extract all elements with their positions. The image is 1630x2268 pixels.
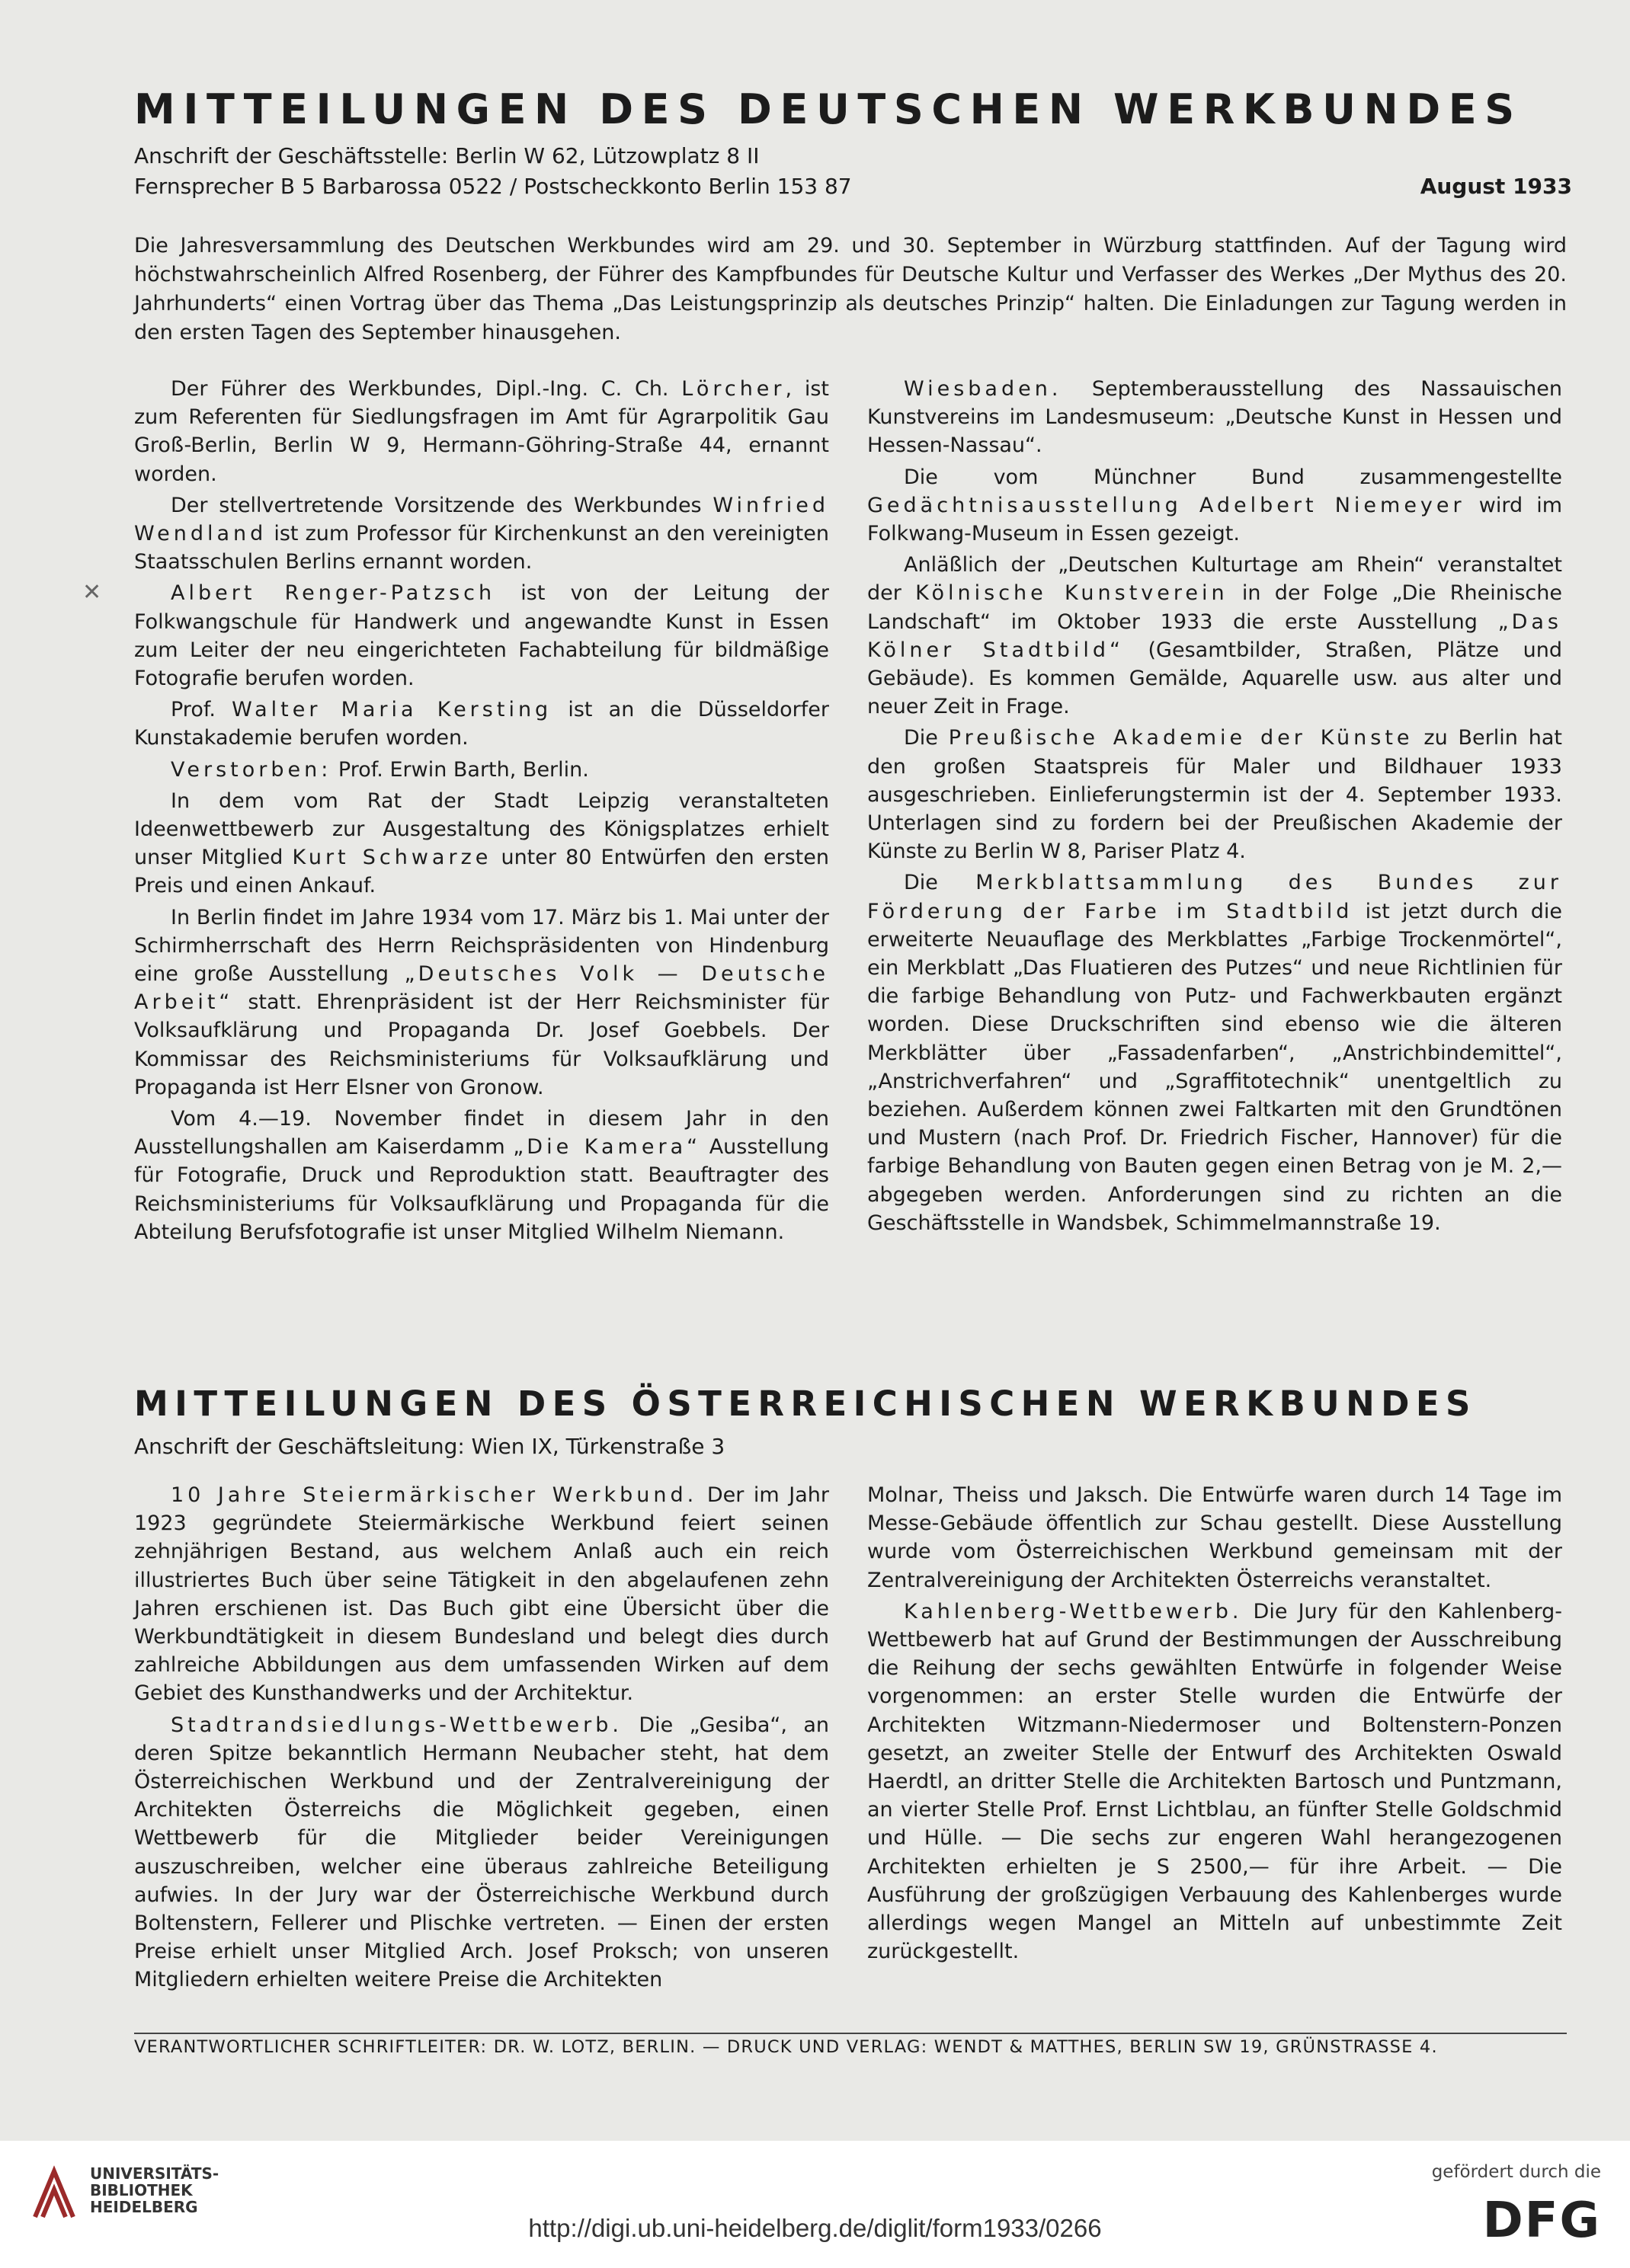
text-run: , ist zum Referenten für Siedlungsfragen im Amt für Agrarpolitik Gau Groß-Berlin, Berlin W 9, Hermann-Göhring-Straße 44, ernannt worden. bbox=[134, 377, 829, 486]
page-title: MITTEILUNGEN DES DEUTSCHEN WERKBUNDES bbox=[134, 85, 1523, 133]
text-run: Septemberausstellung des Nassauischen Kunstvereins im Landesmuseum: „Deutsche Kunst in Hessen und Hessen-Nassau“. bbox=[867, 377, 1562, 458]
text-run: Die bbox=[904, 871, 976, 895]
text-run: in der Folge „Die Rheinische Landschaft“ im Oktober 1933 die erste Ausstellung bbox=[867, 581, 1562, 634]
paragraph bbox=[867, 551, 1562, 721]
text-run: Ausstellung für Fotografie, Druck und Reproduktion statt. Beauftragter des Reichsministeriums für Volksaufklärung und Propaganda für die Abteilung Berufsfotografie ist unser Mitglied Wilhelm Niemann. bbox=[134, 1135, 829, 1244]
text-run: In Berlin findet im Jahre 1934 vom 17. März bis 1. Mai unter der Schirmherrschaft des Herrn Reichspräsidenten von Hindenburg eine große Ausstellung bbox=[134, 905, 829, 987]
text-run: Anläßlich der „Deutschen Kulturtage am Rhein“ veranstaltet der bbox=[867, 553, 1562, 606]
address-line: Anschrift der Geschäftsstelle: Berlin W 62, Lützowplatz 8 II bbox=[134, 143, 760, 168]
spaced-emphasis: Stadtrandsiedlungs-Wettbewerb. bbox=[171, 1713, 623, 1737]
paragraph bbox=[134, 787, 829, 900]
spaced-emphasis: Wiesbaden. bbox=[904, 377, 1062, 401]
text-run: In dem vom Rat der Stadt Leipzig veranstalteten Ideenwettbewerb zur Ausgestaltung des Königsplatzes erhielt unser Mitglied bbox=[134, 789, 829, 870]
imprint: VERANTWORTLICHER SCHRIFTLEITER: DR. W. LOTZ, BERLIN. — DRUCK UND VERLAG: WENDT & MATTHES, BERLIN SW 19, GRÜNSTRASSE 4. bbox=[134, 2037, 1438, 2057]
spaced-emphasis: „Deutsches Volk — Deutsche Arbeit“ bbox=[134, 962, 829, 1015]
text-run: Die Jury für den Kahlenberg-Wettbewerb hat auf Grund der Bestimmungen der Ausschreibung die Reihung der sechs gewählten Entwürfe in folgender Weise vorgenommen: an erster Stelle wurden die Entwürfe der Architekten Witzmann-Niedermoser und Boltenstern-Ponzen gesetzt, an zweiter Stelle der Entwurf des Architekten Oswald Haerdtl, an dritter Stelle die Architekten Bartosch und Puntzmann, an vierter Stelle Prof. Ernst Lichtblau, an fünfter Stelle Goldschmid und Hülle. — Die sechs zur engeren Wahl herangezogenen Architekten erhielten je S 2500,— für ihre Arbeit. — Die Ausführung der großzügigen Verbauung des Kahlenberges wurde allerdings wegen Mangel an Mitteln auf unbestimmte Zeit zurückgestellt. bbox=[867, 1599, 1562, 1964]
spaced-emphasis: Gedächtnisausstellung Adelbert Niemeyer bbox=[867, 493, 1465, 517]
spaced-emphasis: Albert Renger-Patzsch bbox=[171, 581, 496, 606]
text-run: Prof. Erwin Barth, Berlin. bbox=[331, 757, 589, 782]
austria-address: Anschrift der Geschäftsleitung: Wien IX, Türkenstraße 3 bbox=[134, 1434, 725, 1459]
paragraph bbox=[867, 1481, 1562, 1595]
paragraph bbox=[134, 696, 829, 752]
text-run: (Gesamtbilder, Straßen, Plätze und Gebäude). Es kommen Gemälde, Aquarelle usw. aus alter und neuer Zeit in Frage. bbox=[867, 638, 1562, 719]
source-url[interactable]: http://digi.ub.uni-heidelberg.de/diglit/form1933/0266 bbox=[528, 2214, 1102, 2242]
paragraph bbox=[867, 868, 1562, 1237]
paragraph bbox=[134, 491, 829, 577]
text-run: Der im Jahr 1923 gegründete Steiermärkische Werkbund feiert seinen zehnjährigen Bestand, aus welchem Anlaß auch ein reich illustriertes Buch über seine Tätigkeit in den abgelaufenen zehn Jahren erschienen ist. Das Buch gibt eine Übersicht über die Werkbundtätigkeit in diesem Bundesland und belegt dies durch zahlreiche Abbildungen aus dem umfassenden Wirken auf dem Gebiet des Kunsthandwerks und der Architektur. bbox=[134, 1483, 829, 1706]
spaced-emphasis: Walter Maria Kersting bbox=[232, 698, 552, 722]
text-run: Vom 4.—19. November findet in diesem Jahr in den Ausstellungshallen am Kaiserdamm bbox=[134, 1107, 829, 1160]
text-run: wird im Folkwang-Museum in Essen gezeigt. bbox=[867, 493, 1562, 546]
paragraph bbox=[134, 904, 829, 1102]
text-run: Die „Gesiba“, an deren Spitze bekanntlich Hermann Neubacher steht, hat dem Österreichischen Werkbund und der Zentralvereinigung der Architekten Österreichs die Möglichkeit gegeben, einen Wettbewerb für die Mitglieder beider Vereinigungen auszuschreiben, welcher eine überaus zahlreiche Beteiligung aufwies. In der Jury war der Österreichische Werkbund durch Boltenstern, Fellerer und Plischke vertreten. — Einen der ersten Preise erhielt unser Mitglied Arch. Josef Proksch; von unseren Mitgliedern erhielten weitere Preise die Architekten bbox=[134, 1713, 829, 1992]
spaced-emphasis: Preußische Akademie der Künste bbox=[948, 726, 1414, 750]
intro-paragraph: Die Jahresversammlung des Deutschen Werkbundes wird am 29. und 30. September in Würzburg stattfinden. Auf der Tagung wird höchstwahrscheinlich Alfred Rosenberg, der Führer des Kampfbundes für Deutsche Kultur und Verfasser des Werkes „Der Mythus des 20. Jahrhunderts“ einen Vortrag über das Thema „Das Leistungsprinzip als deutsches Prinzip“ halten. Die Einladungen zur Tagung werden in den ersten Tagen des September hinausgehen. bbox=[134, 234, 1567, 344]
text-run: ist zum Professor für Kirchenkunst an den vereinigten Staatsschulen Berlins ernannt worden. bbox=[134, 522, 829, 574]
spaced-emphasis: 10 Jahre Steiermärkischer Werkbund. bbox=[171, 1483, 698, 1507]
paragraph bbox=[134, 375, 829, 488]
paragraph bbox=[134, 1711, 829, 1994]
dfg-logo: DFG bbox=[1482, 2193, 1601, 2249]
paragraph bbox=[134, 756, 829, 784]
footer-rule bbox=[134, 2033, 1567, 2034]
spaced-emphasis: Lörcher bbox=[681, 377, 786, 401]
spaced-emphasis: Verstorben: bbox=[171, 757, 332, 782]
spaced-emphasis: Merkblattsammlung des Bundes zur Förderung der Farbe im Stadtbild bbox=[867, 871, 1562, 923]
paragraph bbox=[134, 1481, 829, 1708]
paragraph bbox=[867, 1598, 1562, 1966]
text-run: Der stellvertretende Vorsitzende des Werkbundes bbox=[171, 493, 713, 517]
de-left-column bbox=[134, 375, 829, 1249]
paragraph bbox=[867, 724, 1562, 865]
text-run: ist von der Leitung der Folkwangschule für Handwerk und angewandte Kunst in Essen zum Leiter der neu eingerichteten Fachabteilung für bildmäßige Fotografie berufen worden. bbox=[134, 581, 829, 691]
text-run: statt. Ehrenpräsident ist der Herr Reichsminister für Volksaufklärung und Propaganda Dr. Josef Goebbels. Der Kommissar des Reichsministeriums für Volksaufklärung und Propaganda ist Herr Elsner von Gronow. bbox=[134, 990, 829, 1099]
text-run: Der Führer des Werkbundes, Dipl.-Ing. C. Ch. bbox=[171, 377, 682, 401]
paragraph bbox=[867, 463, 1562, 549]
phone-line: Fernsprecher B 5 Barbarossa 0522 / Postscheckkonto Berlin 153 87 bbox=[134, 174, 852, 199]
pencil-mark: ✕ bbox=[82, 579, 102, 606]
text-run: unter 80 Entwürfen den ersten Preis und einen Ankauf. bbox=[134, 846, 829, 898]
text-run: Die bbox=[904, 726, 949, 750]
section-title-austria: MITTEILUNGEN DES ÖSTERREICHISCHEN WERKBUNDES bbox=[134, 1384, 1477, 1424]
at-right-column bbox=[867, 1481, 1562, 1969]
text-run: Molnar, Theiss und Jaksch. Die Entwürfe waren durch 14 Tage im Messe-Gebäude öffentlich zur Schau gestellt. Diese Ausstellung wurde vom Österreichischen Werkbund gemeinsam mit der Zentralvereinigung der Architekten Österreichs veranstaltet. bbox=[867, 1483, 1562, 1592]
spaced-emphasis: Winfried Wendland bbox=[134, 493, 829, 546]
funding-note: gefördert durch die bbox=[1431, 2162, 1601, 2182]
text-run: ist an die Düsseldorfer Kunstakademie berufen worden. bbox=[134, 698, 829, 750]
paragraph bbox=[134, 579, 829, 693]
text-run: Prof. bbox=[171, 698, 232, 722]
spaced-emphasis: Kölnische Kunstverein bbox=[915, 581, 1228, 606]
paragraph bbox=[867, 375, 1562, 460]
paragraph bbox=[134, 1105, 829, 1246]
library-name: UNIVERSITÄTS- BIBLIOTHEK HEIDELBERG bbox=[90, 2164, 219, 2216]
de-right-column bbox=[867, 375, 1562, 1240]
spaced-emphasis: Kahlenberg-Wettbewerb. bbox=[904, 1599, 1243, 1623]
text-run: Die vom Münchner Bund zusammengestellte bbox=[904, 465, 1562, 489]
spaced-emphasis: „Das Kölner Stadtbild“ bbox=[867, 609, 1562, 662]
spaced-emphasis: „Die Kamera“ bbox=[513, 1135, 702, 1160]
at-left-column bbox=[134, 1481, 829, 1998]
spaced-emphasis: Kurt Schwarze bbox=[292, 846, 492, 870]
text-run: ist jetzt durch die erweiterte Neuauflage des Merkblattes „Farbige Trockenmörtel“, ein Merkblatt „Das Fluatieren des Putzes“ und neue Richtlinien für die farbige Behandlung von Putz- und Fachwerkbauten ergänzt worden. Diese Druckschriften sind ebenso wie die älteren Merkblätter über „Fassadenfarben“, „Anstrichbindemittel“, „Anstrichverfahren“ und „Sgraffitotechnik“ unentgeltlich zu beziehen. Außerdem können zwei Faltkarten mit den Grundtönen und Mustern (nach Prof. Dr. Friedrich Fischer, Hannover) für die farbige Behandlung von Bauten gegen einen Betrag von je M. 2,— abgegeben werden. Anforderungen sind zu richten an die Geschäftsstelle in Wandsbek, Schimmelmannstraße 19. bbox=[867, 899, 1562, 1235]
issue-date: August 1933 bbox=[1420, 174, 1572, 199]
text-run: zu Berlin hat den großen Staatspreis für Maler und Bildhauer 1933 ausgeschrieben. Einlieferungstermin ist der 4. September 1933. Unterlagen sind zu fordern bei der Preußischen Akademie der Künste zu Berlin W 8, Pariser Platz 4. bbox=[867, 726, 1562, 864]
archive-band bbox=[0, 2141, 1630, 2268]
